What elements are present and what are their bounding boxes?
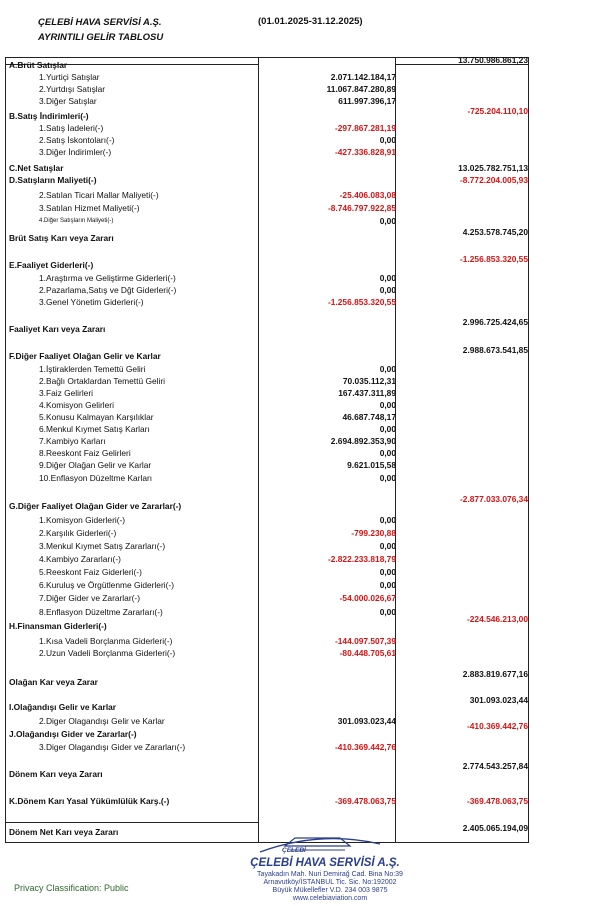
statement-row [6,435,530,447]
statement-row [6,284,530,296]
row-label: 4.Komisyon Gelirleri [39,400,114,410]
detail-amount: -369.478.063,75 [334,796,396,806]
detail-amount: 0,00 [379,567,396,577]
row-label: 2.Pazarlama,Satış ve Dğt Giderleri(-) [39,285,177,295]
detail-amount: 0,00 [379,273,396,283]
detail-amount: 0,00 [379,400,396,410]
detail-amount: -427.336.828,91 [334,147,396,157]
row-label: G.Diğer Faaliyet Olağan Gider ve Zararlar(-) [9,501,182,511]
detail-amount: 611.997.396,17 [338,96,396,106]
statement-row [6,669,530,688]
row-divider [6,822,258,823]
statement-row [6,647,530,659]
stamp-address-line: Tayakadın Mah. Nuri Demirağ Cad. Bina No:39 [257,871,403,878]
statement-row [6,375,530,387]
row-label: 2.Diger Olagandışı Gelir ve Karlar [39,716,165,726]
statement-row [6,215,530,227]
statement-row [6,363,530,375]
detail-amount: 0,00 [379,135,396,145]
total-amount: -2.877.033.076,34 [460,494,528,504]
row-label: H.Finansman Giderleri(-) [9,621,107,631]
detail-amount: -80.448.705,61 [339,648,396,658]
statement-row [6,95,530,107]
statement-row [6,227,530,244]
detail-amount: 301.093.023,44 [337,716,396,726]
stamp-company-name: ÇELEBİ HAVA SERVİSİ A.Ş. [250,857,400,869]
statement-row [6,459,530,471]
statement-row [6,566,530,578]
stamp-registry-line: Arnavutköy/İSTANBUL Tic. Sic. No:192002 [263,879,397,886]
row-label: A.Brüt Satışlar [9,60,68,70]
row-label: 3.Diger Olagandışı Gider ve Zararları(-) [39,742,186,752]
total-amount: 2.988.673.541,85 [462,345,528,355]
statement-row [6,606,530,618]
row-label: 4.Kambiyo Zararları(-) [39,554,121,564]
statement-row [6,592,530,604]
row-label: C.Net Satışlar [9,163,64,173]
stamp-brand: ÇELEBİ [282,847,306,854]
detail-amount: 0,00 [379,424,396,434]
detail-amount: 0,00 [379,580,396,590]
detail-amount: -25.406.083,08 [339,190,396,200]
detail-amount: -54.000.026,67 [339,593,396,603]
statement-row [6,272,530,284]
statement-row [6,494,530,512]
total-amount: 4.253.578.745,20 [462,227,528,237]
detail-amount: 0,00 [379,448,396,458]
row-label: Olağan Kar veya Zarar [9,677,98,687]
detail-amount: 0,00 [379,216,396,226]
total-amount: -725.204.110,10 [467,106,528,116]
detail-amount: -144.097.507,39 [334,636,396,646]
row-label: B.Satış İndirimleri(-) [9,111,89,121]
row-label: 5.Konusu Kalmayan Karşılıklar [39,412,154,422]
total-amount: 2.774.543.257,84 [462,761,528,771]
row-label: 4.Diğer Satışların Maliyeti(-) [39,218,114,224]
detail-amount: 46.687.748,17 [342,412,396,422]
statement-row [6,423,530,435]
row-label: 1.Araştırma ve Geliştirme Giderleri(-) [39,273,176,283]
statement-row [6,695,530,713]
row-label: E.Faaliyet Giderleri(-) [9,260,94,270]
row-label: Dönem Net Karı veya Zararı [9,827,119,837]
row-label: I.Olağandışı Gelir ve Karlar [9,702,117,712]
row-label: 3.Faiz Gelirleri [39,388,93,398]
statement-row [6,317,530,335]
detail-amount: 9.621.015,58 [347,460,396,470]
statement-row [6,174,530,186]
statement-row [6,540,530,552]
statement-row [6,162,530,174]
detail-amount: 0,00 [379,473,396,483]
total-amount: 301.093.023,44 [469,695,528,705]
statement-row [6,345,530,362]
row-label: 7.Diğer Gider ve Zararlar(-) [39,593,140,603]
statement-row [6,553,530,565]
total-amount: -369.478.063,75 [466,796,528,806]
company-name: ÇELEBİ HAVA SERVİSİ A.Ş. [38,17,162,28]
detail-amount: -2.822.233.818,79 [328,554,396,564]
statement-row [6,514,530,526]
row-label: 1.Kısa Vadeli Borçlanma Giderleri(-) [39,636,173,646]
statement-row [6,399,530,411]
statement-row [6,614,530,632]
statement-row [6,296,530,308]
row-label: 2.Satış İskontoları(-) [39,135,115,145]
total-amount: 2.883.819.677,16 [462,669,528,679]
stamp-website-line: www.celebiaviation.com [292,895,368,902]
statement-row [6,122,530,134]
row-label: 10.Enflasyon Düzeltme Karları [39,473,153,483]
detail-amount: 0,00 [379,285,396,295]
total-amount: 2.996.725.424,65 [462,317,528,327]
row-label: Dönem Karı veya Zararı [9,769,103,779]
statement-row [6,527,530,539]
row-label: 2.Satılan Ticari Mallar Maliyeti(-) [39,190,159,200]
row-label: Faaliyet Karı veya Zararı [9,324,106,334]
detail-amount: 0,00 [379,515,396,525]
statement-row [6,761,530,780]
detail-amount: -1.256.853.320,55 [328,297,396,307]
row-label: 9.Diğer Olağan Gelir ve Karlar [39,460,152,470]
row-label: Brüt Satış Karı veya Zararı [9,233,114,243]
detail-amount: -410.369.442,76 [334,742,396,752]
total-amount: -8.772.204.005,93 [460,175,528,185]
report-period: (01.01.2025-31.12.2025) [258,16,363,27]
detail-amount: -8.746.797.922,85 [328,203,396,213]
row-label: J.Olağandışı Gider ve Zararlar(-) [9,729,137,739]
statement-row [6,387,530,399]
statement-row [6,189,530,201]
row-label: 1.İştiraklerden Temettü Geliri [39,364,146,374]
row-label: F.Diğer Faaliyet Olağan Gelir ve Karlar [9,351,161,361]
detail-amount: 2.694.892.353,90 [330,436,396,446]
row-label: 2.Bağlı Ortaklardan Temettü Geliri [39,376,165,386]
statement-row [6,202,530,214]
detail-amount: 70.035.112,31 [342,376,396,386]
row-label: 6.Menkul Kıymet Satış Karları [39,424,150,434]
total-amount: -224.546.213,00 [466,614,528,624]
statement-row [6,635,530,647]
total-amount: 13.750.986.861,23 [458,55,528,65]
row-label: 1.Yurtiçi Satışlar [39,72,100,82]
statement-row [6,795,530,807]
row-label: 2.Karşılık Giderleri(-) [39,528,117,538]
detail-amount: 167.437.311,89 [338,388,396,398]
statement-row [6,83,530,95]
company-stamp [200,830,430,906]
row-label: 6.Kuruluş ve Örgütlenme Giderleri(-) [39,580,174,590]
total-amount: -1.256.853.320,55 [460,254,528,264]
detail-amount: -799.230,88 [351,528,396,538]
row-label: 7.Kambiyo Karları [39,436,106,446]
statement-row [6,579,530,591]
row-label: 5.Reeskont Faiz Giderleri(-) [39,567,142,577]
row-label: 8.Enflasyon Düzeltme Zararları(-) [39,607,163,617]
detail-amount: -297.867.281,19 [334,123,396,133]
statement-row [6,472,530,484]
statement-row [6,146,530,158]
statement-row [6,447,530,459]
detail-amount: 2.071.142.184,17 [330,72,396,82]
row-label: 1.Satış İadeleri(-) [39,123,104,133]
row-label: 3.Satılan Hizmet Maliyeti(-) [39,203,140,213]
detail-amount: 11.067.847.280,89 [326,84,396,94]
statement-row [6,411,530,423]
total-amount: -410.369.442,76 [466,721,528,731]
row-label: D.Satışların Maliyeti(-) [9,175,97,185]
row-label: 8.Reeskont Faiz Gelirleri [39,448,131,458]
row-label: K.Dönem Karı Yasal Yükümlülük Karş.(-) [9,796,170,806]
row-label: 3.Diğer Satışlar [39,96,97,106]
row-label: 3.Diğer İndirimler(-) [39,147,112,157]
total-amount: 13.025.782.751,13 [458,163,528,173]
report-title: AYRINTILI GELİR TABLOSU [38,32,164,43]
total-amount: 2.405.065.194,09 [462,823,528,833]
income-statement-table [5,57,529,843]
privacy-classification: Privacy Classification: Public [14,883,129,893]
detail-amount: 0,00 [379,364,396,374]
row-label: 2.Uzun Vadeli Borçlanma Giderleri(-) [39,648,176,658]
statement-row [6,71,530,83]
detail-amount: 0,00 [379,607,396,617]
statement-row [6,55,530,71]
row-label: 1.Komisyon Giderleri(-) [39,515,126,525]
row-label: 2.Yurtdışı Satışlar [39,84,106,94]
statement-row [6,134,530,146]
detail-amount: 0,00 [379,541,396,551]
row-label: 3.Genel Yönetim Giderleri(-) [39,297,144,307]
row-label: 3.Menkul Kıymet Satış Zararları(-) [39,541,166,551]
statement-row [6,715,530,727]
statement-row [6,741,530,753]
statement-row [6,106,530,122]
statement-row [6,254,530,271]
stamp-tax-line: Büyük Mükellefler V.D. 234 003 9875 [272,887,388,894]
